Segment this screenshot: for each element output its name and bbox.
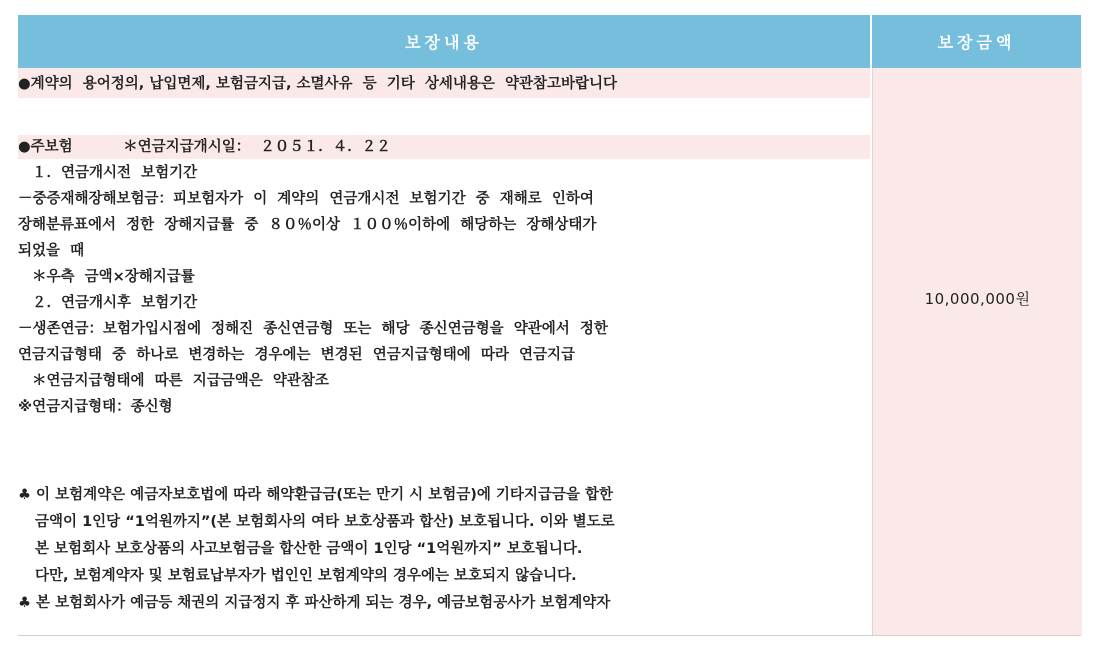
section-heading: ２．연금개시후 보험기간 — [32, 295, 198, 311]
amount-cell — [872, 68, 1082, 635]
deposit-protection-text: ♣ 본 보험회사가 예금등 채권의 지급정지 후 파산하게 되는 경우, 예금보험공사가 보험계약자 — [18, 595, 611, 611]
coverage-note: ＊연금지급형태에 따른 지급금액은 약관참조 — [32, 373, 329, 389]
table-bottom-border — [18, 635, 1081, 636]
coverage-text: 장해분류표에서 정한 장해지급률 중 ８０％이상 １００％이하에 해당하는 장해상태가 — [18, 217, 597, 233]
deposit-protection-text: 금액이 1인당 “1억원까지”(본 보험회사의 여타 보호상품과 합산) 보호됩니다. 이와 별도로 — [35, 514, 615, 530]
deposit-protection-text: 다만, 보험계약자 및 보험료납부자가 법인인 보험계약의 경우에는 보호되지 않습니다. — [35, 568, 577, 584]
deposit-protection-text: ♣ 이 보험계약은 예금자보호법에 따라 해약환급금(또는 만기 시 보험금)에 기타지급금을 합한 — [18, 487, 613, 503]
coverage-details-header: 보장내용 — [18, 15, 870, 68]
coverage-text: －생존연금：보험가입시점에 정해진 종신연금형 또는 해당 종신연금형을 약관에서 정한 — [18, 321, 608, 337]
coverage-amount: 10,000,000원 — [924, 290, 1031, 308]
section-heading: １．연금개시전 보험기간 — [32, 165, 198, 181]
coverage-text: －중증재해장해보험금：피보험자가 이 계약의 연금개시전 보험기간 중 재해로 인하여 — [18, 191, 594, 207]
coverage-amount-header: 보장금액 — [872, 15, 1081, 68]
main-insurance-line: ●주보험 ＊연금지급개시일： ２０５１．４．２２ — [18, 139, 391, 155]
coverage-text: 연금지급형태 중 하나로 변경하는 경우에는 변경된 연금지급형태에 따라 연금지급 — [18, 347, 576, 363]
deposit-protection-text: 본 보험회사 보호상품의 사고보험금을 합산한 금액이 1인당 “1억원까지” 보호됩니다. — [35, 541, 583, 557]
coverage-note: ※연금지급형태：종신형 — [18, 399, 173, 415]
coverage-text: 되었을 때 — [18, 243, 85, 259]
coverage-note: ＊우측 금액×장해지급률 — [32, 269, 195, 285]
notice-line: ●계약의 용어정의, 납입면제, 보험금지급, 소멸사유 등 기타 상세내용은 약관참고바랍니다 — [18, 76, 618, 92]
